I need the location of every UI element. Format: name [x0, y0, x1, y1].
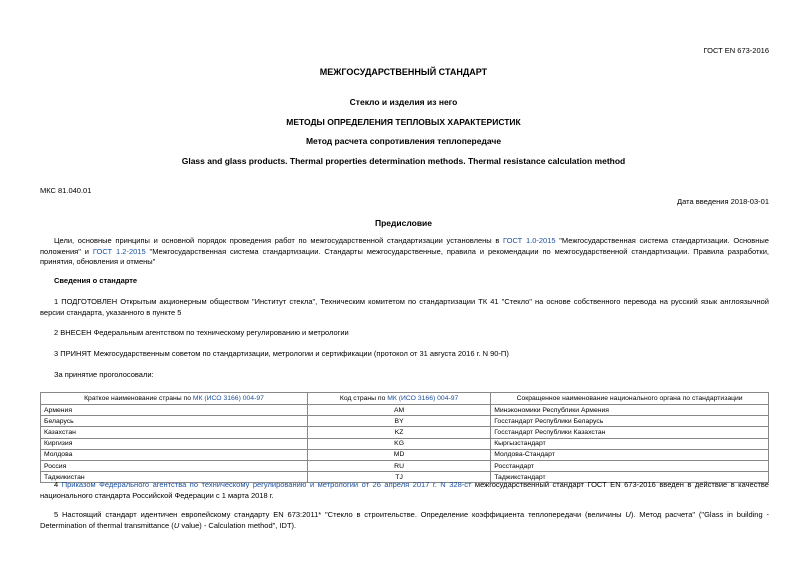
table-row	[41, 416, 769, 427]
preface-paragraph-1	[40, 236, 769, 268]
mks-code: МКС 81.040.01	[40, 186, 92, 195]
item-5-identical	[40, 510, 769, 531]
mk-iso-link-1[interactable]: МК (ИСО 3166) 004-97	[192, 395, 264, 402]
p6-text-a: 4	[54, 480, 62, 489]
national-body: Минэкономики Республики Армения	[491, 405, 769, 416]
header-country-name	[41, 393, 308, 405]
country-name: Казахстан	[41, 427, 308, 438]
national-body: Росстандарт	[491, 460, 769, 471]
order-link[interactable]: Приказом Федерального агентства по техническому регулированию и метрологии от 26 апреля 2017 г. N 328-ст	[61, 480, 472, 489]
header-country-text: Краткое наименование страны по	[84, 395, 193, 402]
p7-u-symbol-2: U	[173, 520, 180, 530]
p7-text-a: 5 Настоящий стандарт идентичен европейскому стандарту EN 673:2011* "Стекло в строительстве. Определение коэффициента теплопередачи (величины	[54, 510, 626, 519]
national-body: Госстандарт Республики Беларусь	[491, 416, 769, 427]
item-4-order	[40, 480, 769, 501]
gost-1-2-link[interactable]: ГОСТ 1.2-2015	[92, 246, 146, 256]
country-code: RU	[307, 460, 490, 471]
p7-u-symbol-1: U	[625, 510, 631, 519]
country-code: TJ	[307, 472, 490, 483]
country-code: KG	[307, 438, 490, 449]
p7-text-b: ). Метод расчета" ("Glass in building - Determination of thermal transmittance (	[40, 510, 769, 530]
item-2-introduced: 2 ВНЕСЕН Федеральным агентством по техническому регулированию и метрологии	[54, 328, 349, 337]
subject-heading: Стекло и изделия из него	[349, 97, 458, 107]
country-code: BY	[307, 416, 490, 427]
table-row	[41, 460, 769, 471]
header-national-body: Сокращенное наименование национального органа по стандартизации	[491, 393, 769, 405]
country-code: MD	[307, 449, 490, 460]
p1-text-a: Цели, основные принципы и основной порядок проведения работ по межгосударственной стандартизации установлены в	[54, 236, 504, 245]
table-header-row	[41, 393, 769, 405]
country-name: Молдова	[41, 449, 308, 460]
about-standard-heading: Сведения о стандарте	[54, 276, 138, 285]
country-code: KZ	[307, 427, 490, 438]
mk-iso-link-2[interactable]: МК (ИСО 3166) 004-97	[387, 395, 459, 402]
table-row	[41, 427, 769, 438]
standard-type-heading: МЕЖГОСУДАРСТВЕННЫЙ СТАНДАРТ	[319, 67, 488, 77]
header-country-code	[307, 393, 490, 405]
item-1-prepared: 1 ПОДГОТОВЛЕН Открытым акционерным обществом "Институт стекла", Техническим комитетом по стандартизации ТК 41 "Стекло" на основе собственного перевода на русский язык англоязычной версии стандарта, указанного в пункте 5	[40, 297, 769, 317]
national-body: Молдова-Стандарт	[491, 449, 769, 460]
document-subtitle: Метод расчета сопротивления теплопередаче	[305, 136, 502, 146]
document-code: ГОСТ EN 673-2016	[703, 46, 769, 55]
voting-countries-table	[40, 392, 769, 483]
p6-text-b: межгосударственный стандарт ГОСТ EN 673-2016 введен в действие в качестве национального стандарта Российской Федерации с 1 марта 2018 г.	[40, 480, 769, 500]
country-name: Таджикистан	[41, 472, 308, 483]
country-name: Армения	[41, 405, 308, 416]
intro-date: Дата введения 2018-03-01	[677, 197, 769, 206]
gost-1-0-link[interactable]: ГОСТ 1.0-2015	[503, 236, 556, 245]
header-code-text: Код страны по	[339, 395, 388, 402]
table-row	[41, 449, 769, 460]
p1-text-b: "Межгосударственная система стандартизации. Основные положения" и	[40, 236, 769, 256]
p1-text-c: "Межгосударственная система стандартизации. Стандарты межгосударственные, правила и рекомендации по межгосударственной стандартизации. Правила разработки, принятия, обновления и отмены"	[40, 246, 769, 266]
item-3-adopted: 3 ПРИНЯТ Межгосударственным советом по стандартизации, метрологии и сертификации (протокол от 31 августа 2016 г. N 90-П)	[54, 349, 509, 358]
country-name: Беларусь	[41, 416, 308, 427]
table-row	[41, 438, 769, 449]
p7-text-c: value) - Calculation method", IDT).	[179, 520, 297, 530]
english-title: Glass and glass products. Thermal properties determination methods. Thermal resistance calculation method	[181, 156, 626, 166]
national-body: Таджикстандарт	[491, 472, 769, 483]
country-code: AM	[307, 405, 490, 416]
preface-heading: Предисловие	[374, 218, 433, 228]
country-name: Россия	[41, 460, 308, 471]
voted-label: За принятие проголосовали:	[54, 370, 154, 379]
national-body: Госстандарт Республики Казахстан	[491, 427, 769, 438]
table-row	[41, 405, 769, 416]
national-body: Кыргызстандарт	[491, 438, 769, 449]
document-title: МЕТОДЫ ОПРЕДЕЛЕНИЯ ТЕПЛОВЫХ ХАРАКТЕРИСТИК	[286, 117, 521, 127]
country-name: Киргизия	[41, 438, 308, 449]
